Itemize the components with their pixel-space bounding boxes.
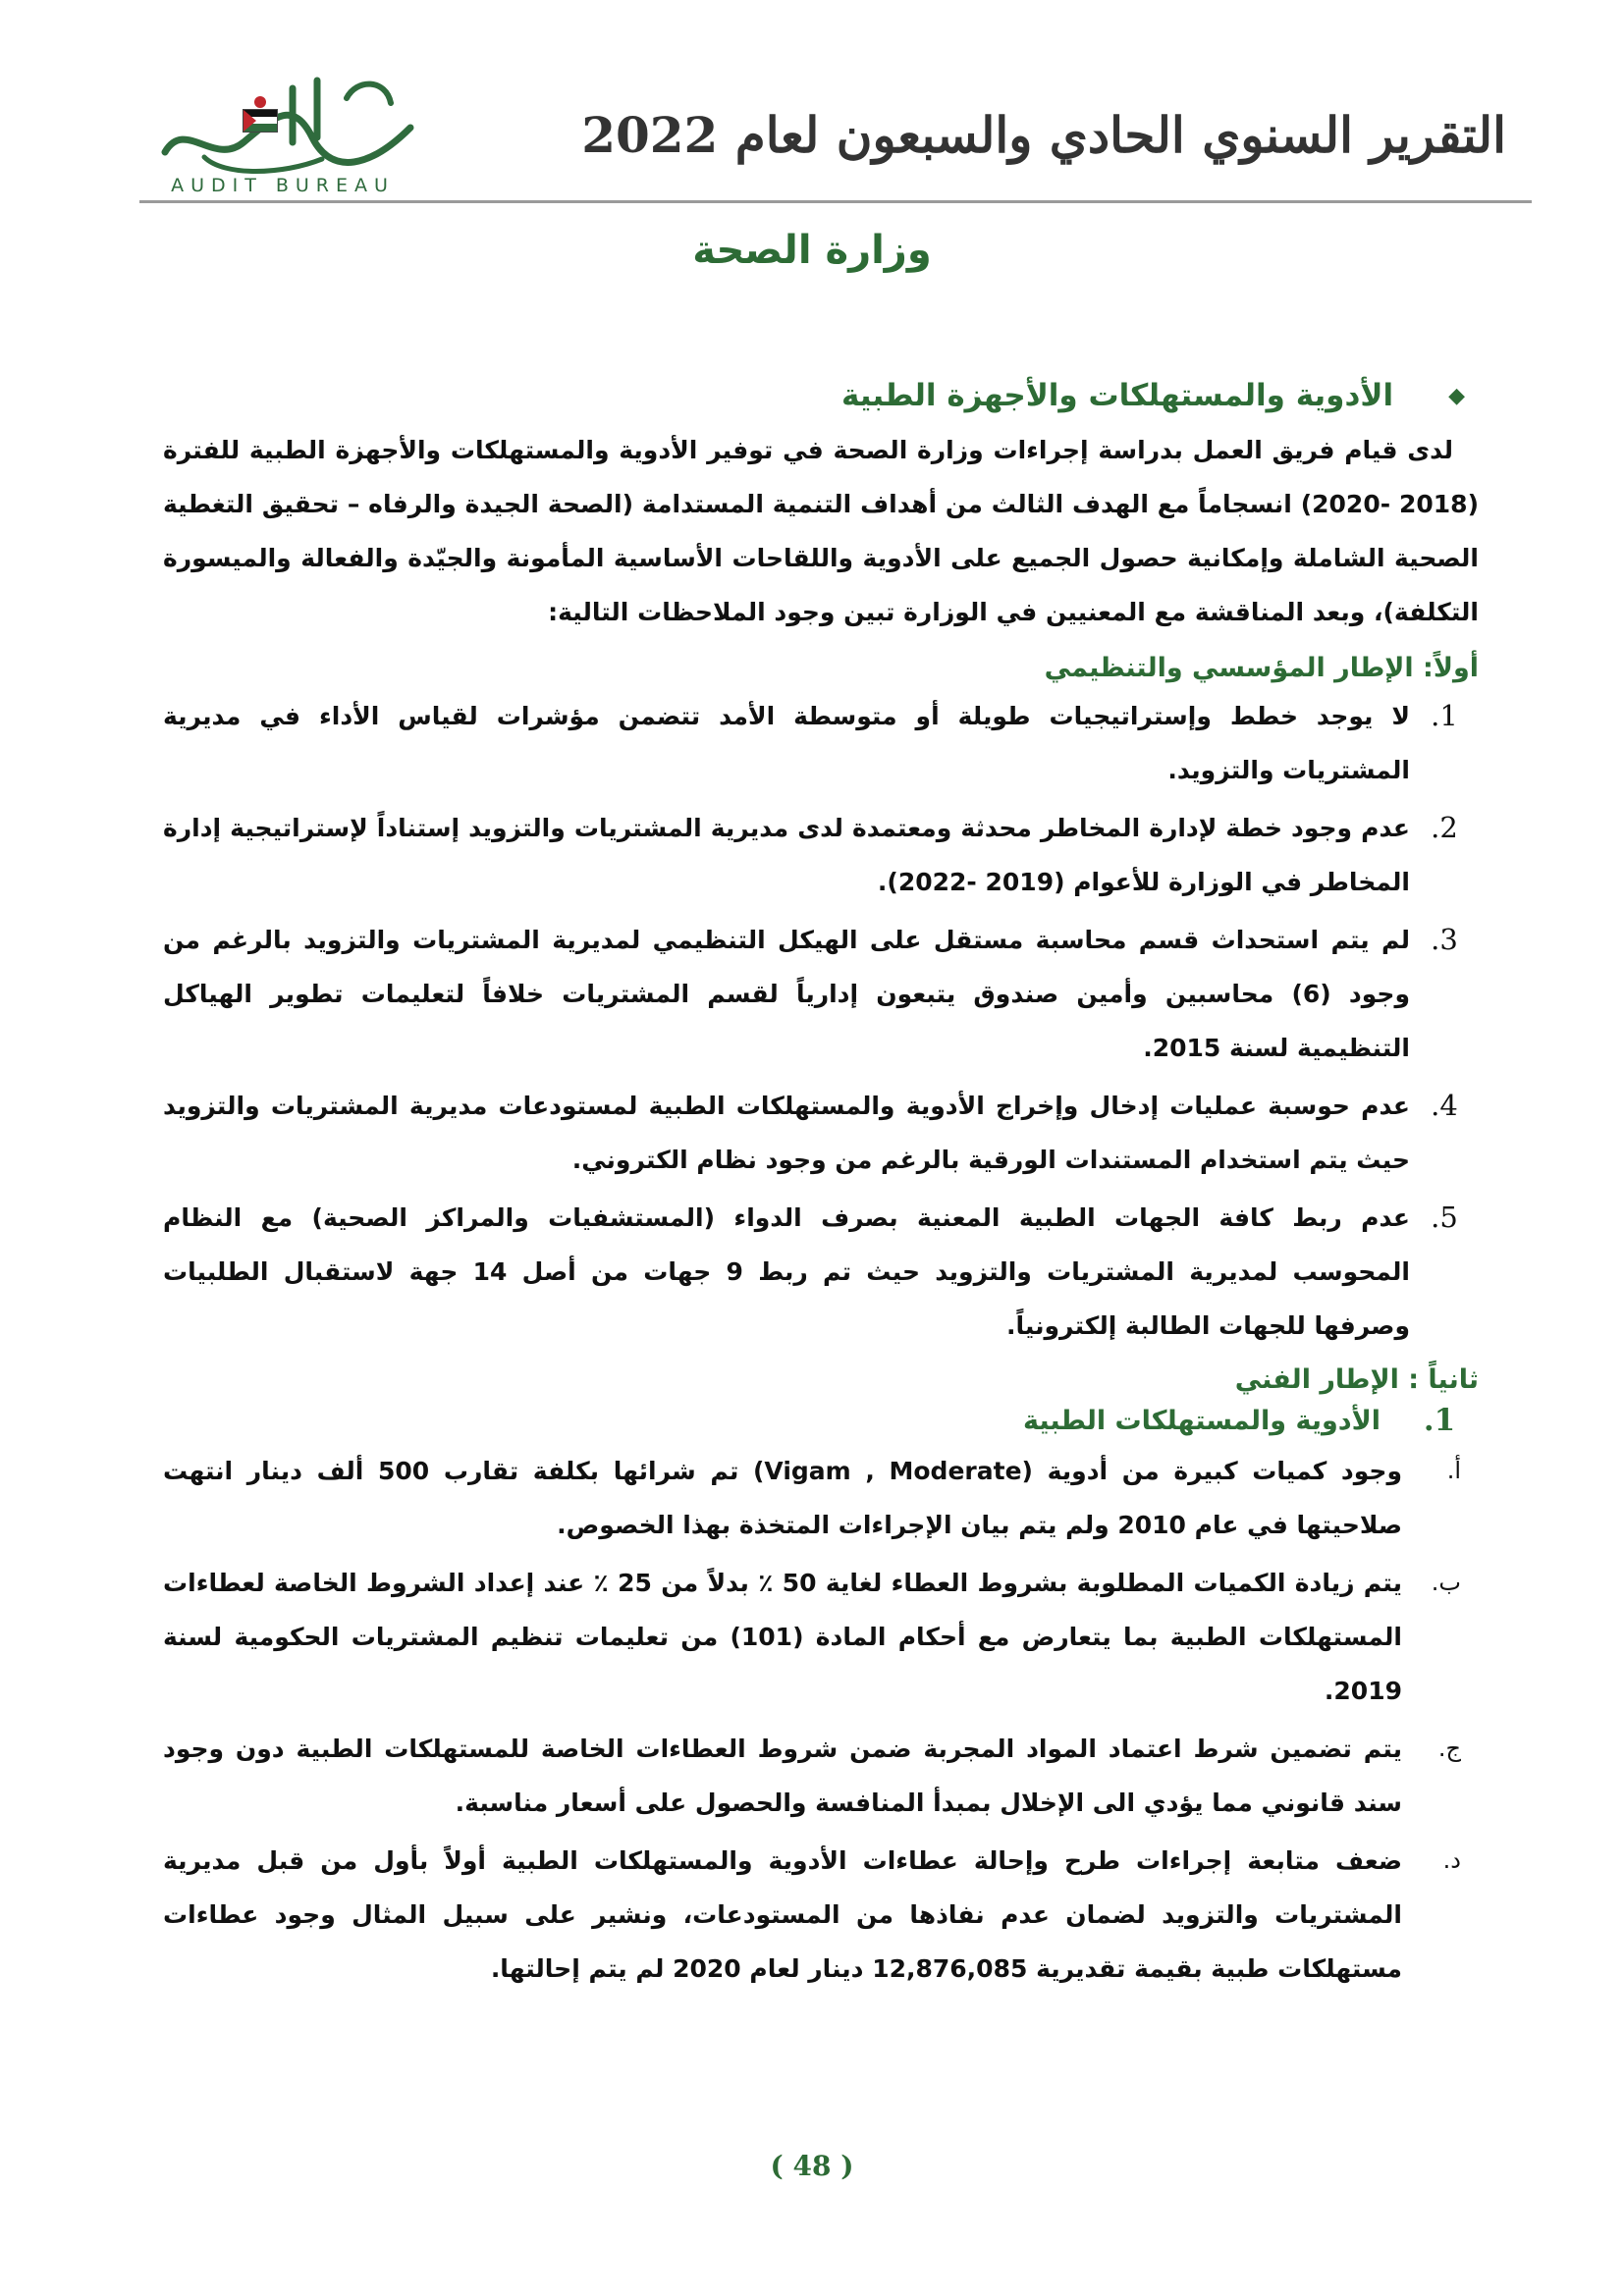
part1-heading: أولاً: الإطار المؤسسي والتنظيمي bbox=[1044, 653, 1479, 683]
list-item bbox=[163, 801, 1479, 909]
item-text: ضعف متابعة إجراءات طرح وإحالة عطاءات الأدوية والمستهلكات الطبية أولاً بأول من قبل مديرية المشتريات والتزويد لضمان عدم نفاذها من المستودعات، ونشير على سبيل المثال وجود عطاءات مستهلكات طبية بقيمة تقديرية 12,876,085 دينار لعام 2020 لم يتم إحالتها. bbox=[163, 1846, 1402, 1983]
item-number: 2. bbox=[1431, 811, 1458, 844]
diamond-bullet-icon: ◆ bbox=[1448, 383, 1465, 408]
item-text: وجود كميات كبيرة من أدوية (Vigam , Moderate) تم شرائها بكلفة تقارب 500 ألف دينار انتهت صلاحيتها في عام 2010 ولم يتم بيان الإجراءات المتخذة بهذا الخصوص. bbox=[163, 1457, 1402, 1539]
intro-paragraph: لدى قيام فريق العمل بدراسة إجراءات وزارة الصحة في توفير الأدوية والمستهلكات والأجهزة الطبية للفترة (2018 -2020) انسجاماً مع الهدف الثالث من أهداف التنمية المستدامة (الصحة الجيدة والرفاه – تحقيق التغطية الصحية الشاملة وإمكانية حصول الجميع على الأدوية واللقاحات الأساسية المأمونة والجيّدة والفعالة والميسورة التكلفة)، وبعد المناقشة مع المعنيين في الوزارة تبين وجود الملاحظات التالية: bbox=[163, 436, 1479, 626]
part2-heading: ثانياً : الإطار الفني bbox=[1234, 1364, 1479, 1395]
item-text: لم يتم استحداث قسم محاسبة مستقل على الهيكل التنظيمي لمديرية المشتريات والتزويد بالرغم من وجود (6) محاسبين وأمين صندوق يتبعون إدارياً لقسم المشتريات خلافاً لتعليمات تطوير الهياكل التنظيمية لسنة 2015. bbox=[163, 926, 1410, 1062]
report-title: التقرير السنوي الحادي والسبعون لعام 2022 bbox=[581, 106, 1506, 164]
item-number: 5. bbox=[1431, 1201, 1458, 1234]
item-text: عدم وجود خطة لإدارة المخاطر محدثة ومعتمدة لدى مديرية المشتريات والتزويد إستناداً لإستراتيجية إدارة المخاطر في الوزارة للأعوام (2019 -2022). bbox=[163, 814, 1410, 896]
subsection-title: الأدوية والمستهلكات الطبية bbox=[1022, 1405, 1380, 1436]
list-item bbox=[163, 1079, 1479, 1187]
item-text: يتم تضمين شرط اعتماد المواد المجربة ضمن شروط العطاءات الخاصة للمستهلكات الطبية دون وجود سند قانوني مما يؤدي الى الإخلال بمبدأ المنافسة والحصول على أسعار مناسبة. bbox=[163, 1735, 1402, 1817]
section-title: الأدوية والمستهلكات والأجهزة الطبية bbox=[840, 378, 1394, 413]
main-content bbox=[163, 378, 1479, 1996]
ministry-title: وزارة الصحة bbox=[692, 228, 932, 273]
list-item bbox=[163, 1444, 1479, 1552]
logo-caption: AUDIT BUREAU bbox=[171, 175, 395, 196]
list-item bbox=[163, 1191, 1479, 1353]
subsection-heading bbox=[163, 1403, 1479, 1438]
list-item bbox=[163, 913, 1479, 1075]
item-text: عدم ربط كافة الجهات الطبية المعنية بصرف الدواء (المستشفيات والمراكز الصحية) مع النظام المحوسب لمديرية المشتريات والتزويد حيث تم ربط 9 جهات من أصل 14 جهة لاستقبال الطلبيات وصرفها للجهات الطالبة إلكترونياً. bbox=[163, 1203, 1410, 1340]
item-text: لا يوجد خطط وإستراتيجيات طويلة أو متوسطة الأمد تتضمن مؤشرات لقياس الأداء في مديرية المشتريات والتزويد. bbox=[163, 702, 1410, 784]
header-divider bbox=[139, 200, 1532, 203]
list-item bbox=[163, 1556, 1479, 1718]
item-number: 1. bbox=[1431, 699, 1458, 732]
item-letter: أ. bbox=[1446, 1457, 1461, 1484]
audit-bureau-logo bbox=[145, 59, 430, 196]
item-letter: د. bbox=[1442, 1846, 1461, 1874]
item-number: 3. bbox=[1431, 923, 1458, 956]
item-text: عدم حوسبة عمليات إدخال وإخراج الأدوية والمستهلكات الطبية لمستودعات مديرية المشتريات والتزويد حيث يتم استخدام المستندات الورقية بالرغم من وجود نظام الكتروني. bbox=[163, 1092, 1410, 1174]
item-text: يتم زيادة الكميات المطلوبة بشروط العطاء لغاية 50 ٪ بدلاً من 25 ٪ عند إعداد الشروط الخاصة لعطاءات المستهلكات الطبية بما يتعارض مع أحكام المادة (101) من تعليمات تنظيم المشتريات الحكومية لسنة 2019. bbox=[163, 1569, 1402, 1705]
list-item bbox=[163, 689, 1479, 797]
item-number: 4. bbox=[1431, 1089, 1458, 1122]
item-letter: ب. bbox=[1431, 1569, 1461, 1596]
section-heading bbox=[163, 378, 1479, 413]
list-item bbox=[163, 1722, 1479, 1830]
logo-script-graphic bbox=[145, 59, 430, 182]
page-number: ( 48 ) bbox=[770, 2150, 854, 2182]
subsection-number: 1. bbox=[1423, 1403, 1456, 1438]
list-item bbox=[163, 1834, 1479, 1996]
item-letter: ج. bbox=[1437, 1735, 1461, 1762]
